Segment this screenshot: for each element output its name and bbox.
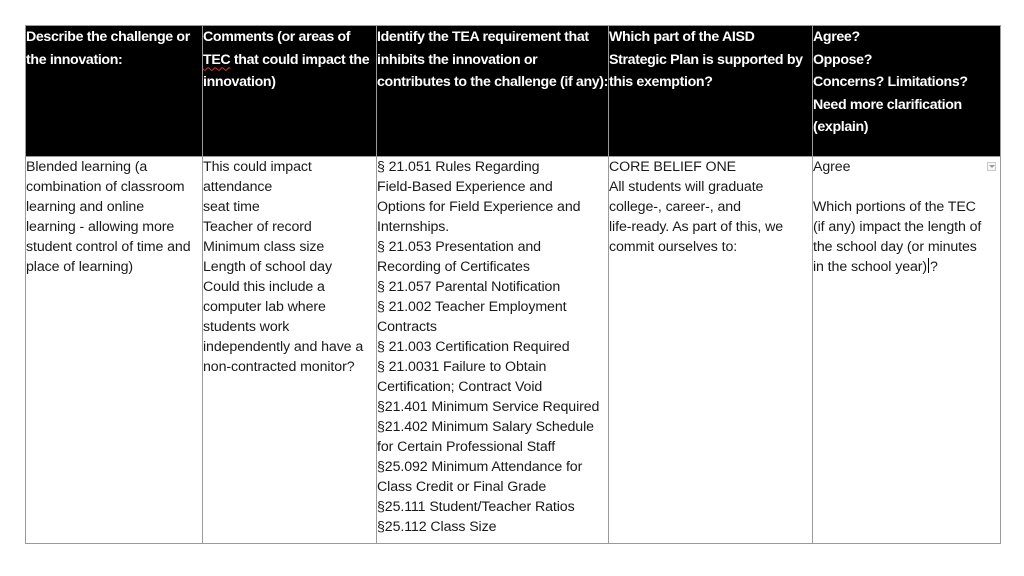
cell-comments[interactable]: This could impact attendance seat time Teacher of record Minimum class size Length of school day Could this include a computer lab where students work independently and have a non-contracted monitor? bbox=[203, 157, 377, 544]
header-comments-line-2: TEC that could impact the bbox=[203, 51, 370, 68]
cell-tea-requirements[interactable]: § 21.051 Rules Regarding Field-Based Experience and Options for Field Experience and Internships. § 21.053 Presentation and Recording of Certificates § 21.057 Parental Notification § 21.002 Teacher Employment Contracts § 21.003 Certification Required § 21.0031 Failure to Obtain Certification; Contract Void §21.401 Minimum Service Required §21.402 Minimum Salary Schedule for Certain Professional Staff §25.092 Minimum Attendance for Class Credit or Final Grade §25.111 Student/Teacher Ratios §25.112 Class Size bbox=[377, 157, 609, 544]
header-comments[interactable]: Comments (or areas of TEC that could impact the innovation) bbox=[203, 26, 377, 157]
header-agree-oppose[interactable]: Agree? Oppose? Concerns? Limitations? Need more clarification (explain) bbox=[813, 26, 1001, 157]
cell-challenge[interactable]: Blended learning (a combination of classroom learning and online learning - allowing more student control of time and place of learning) bbox=[26, 157, 203, 544]
table-row bbox=[26, 157, 1001, 544]
header-challenge[interactable]: Describe the challenge or the innovation: bbox=[26, 26, 203, 157]
spellcheck-underline: TEC bbox=[203, 51, 231, 68]
agree-comment-last-line: in the school year) ? bbox=[813, 259, 938, 275]
exemption-table bbox=[25, 25, 1001, 544]
header-tea-requirement[interactable]: Identify the TEA requirement that inhibits the innovation or contributes to the challenge (if any): bbox=[377, 26, 609, 157]
cell-menu-dropdown-icon[interactable] bbox=[987, 162, 996, 171]
header-strategic-plan[interactable]: Which part of the AISD Strategic Plan is supported by this exemption? bbox=[609, 26, 813, 157]
cell-strategic-plan[interactable]: CORE BELIEF ONE All students will graduate college-, career-, and life-ready. As part of this, we commit ourselves to: bbox=[609, 157, 813, 544]
cell-agree-oppose[interactable]: Agree Which portions of the TEC (if any) impact the length of the school day (or minutes in the school year) ? bbox=[813, 157, 1001, 544]
text-cursor bbox=[928, 258, 929, 273]
header-row bbox=[26, 26, 1001, 157]
document-page bbox=[25, 25, 1000, 576]
